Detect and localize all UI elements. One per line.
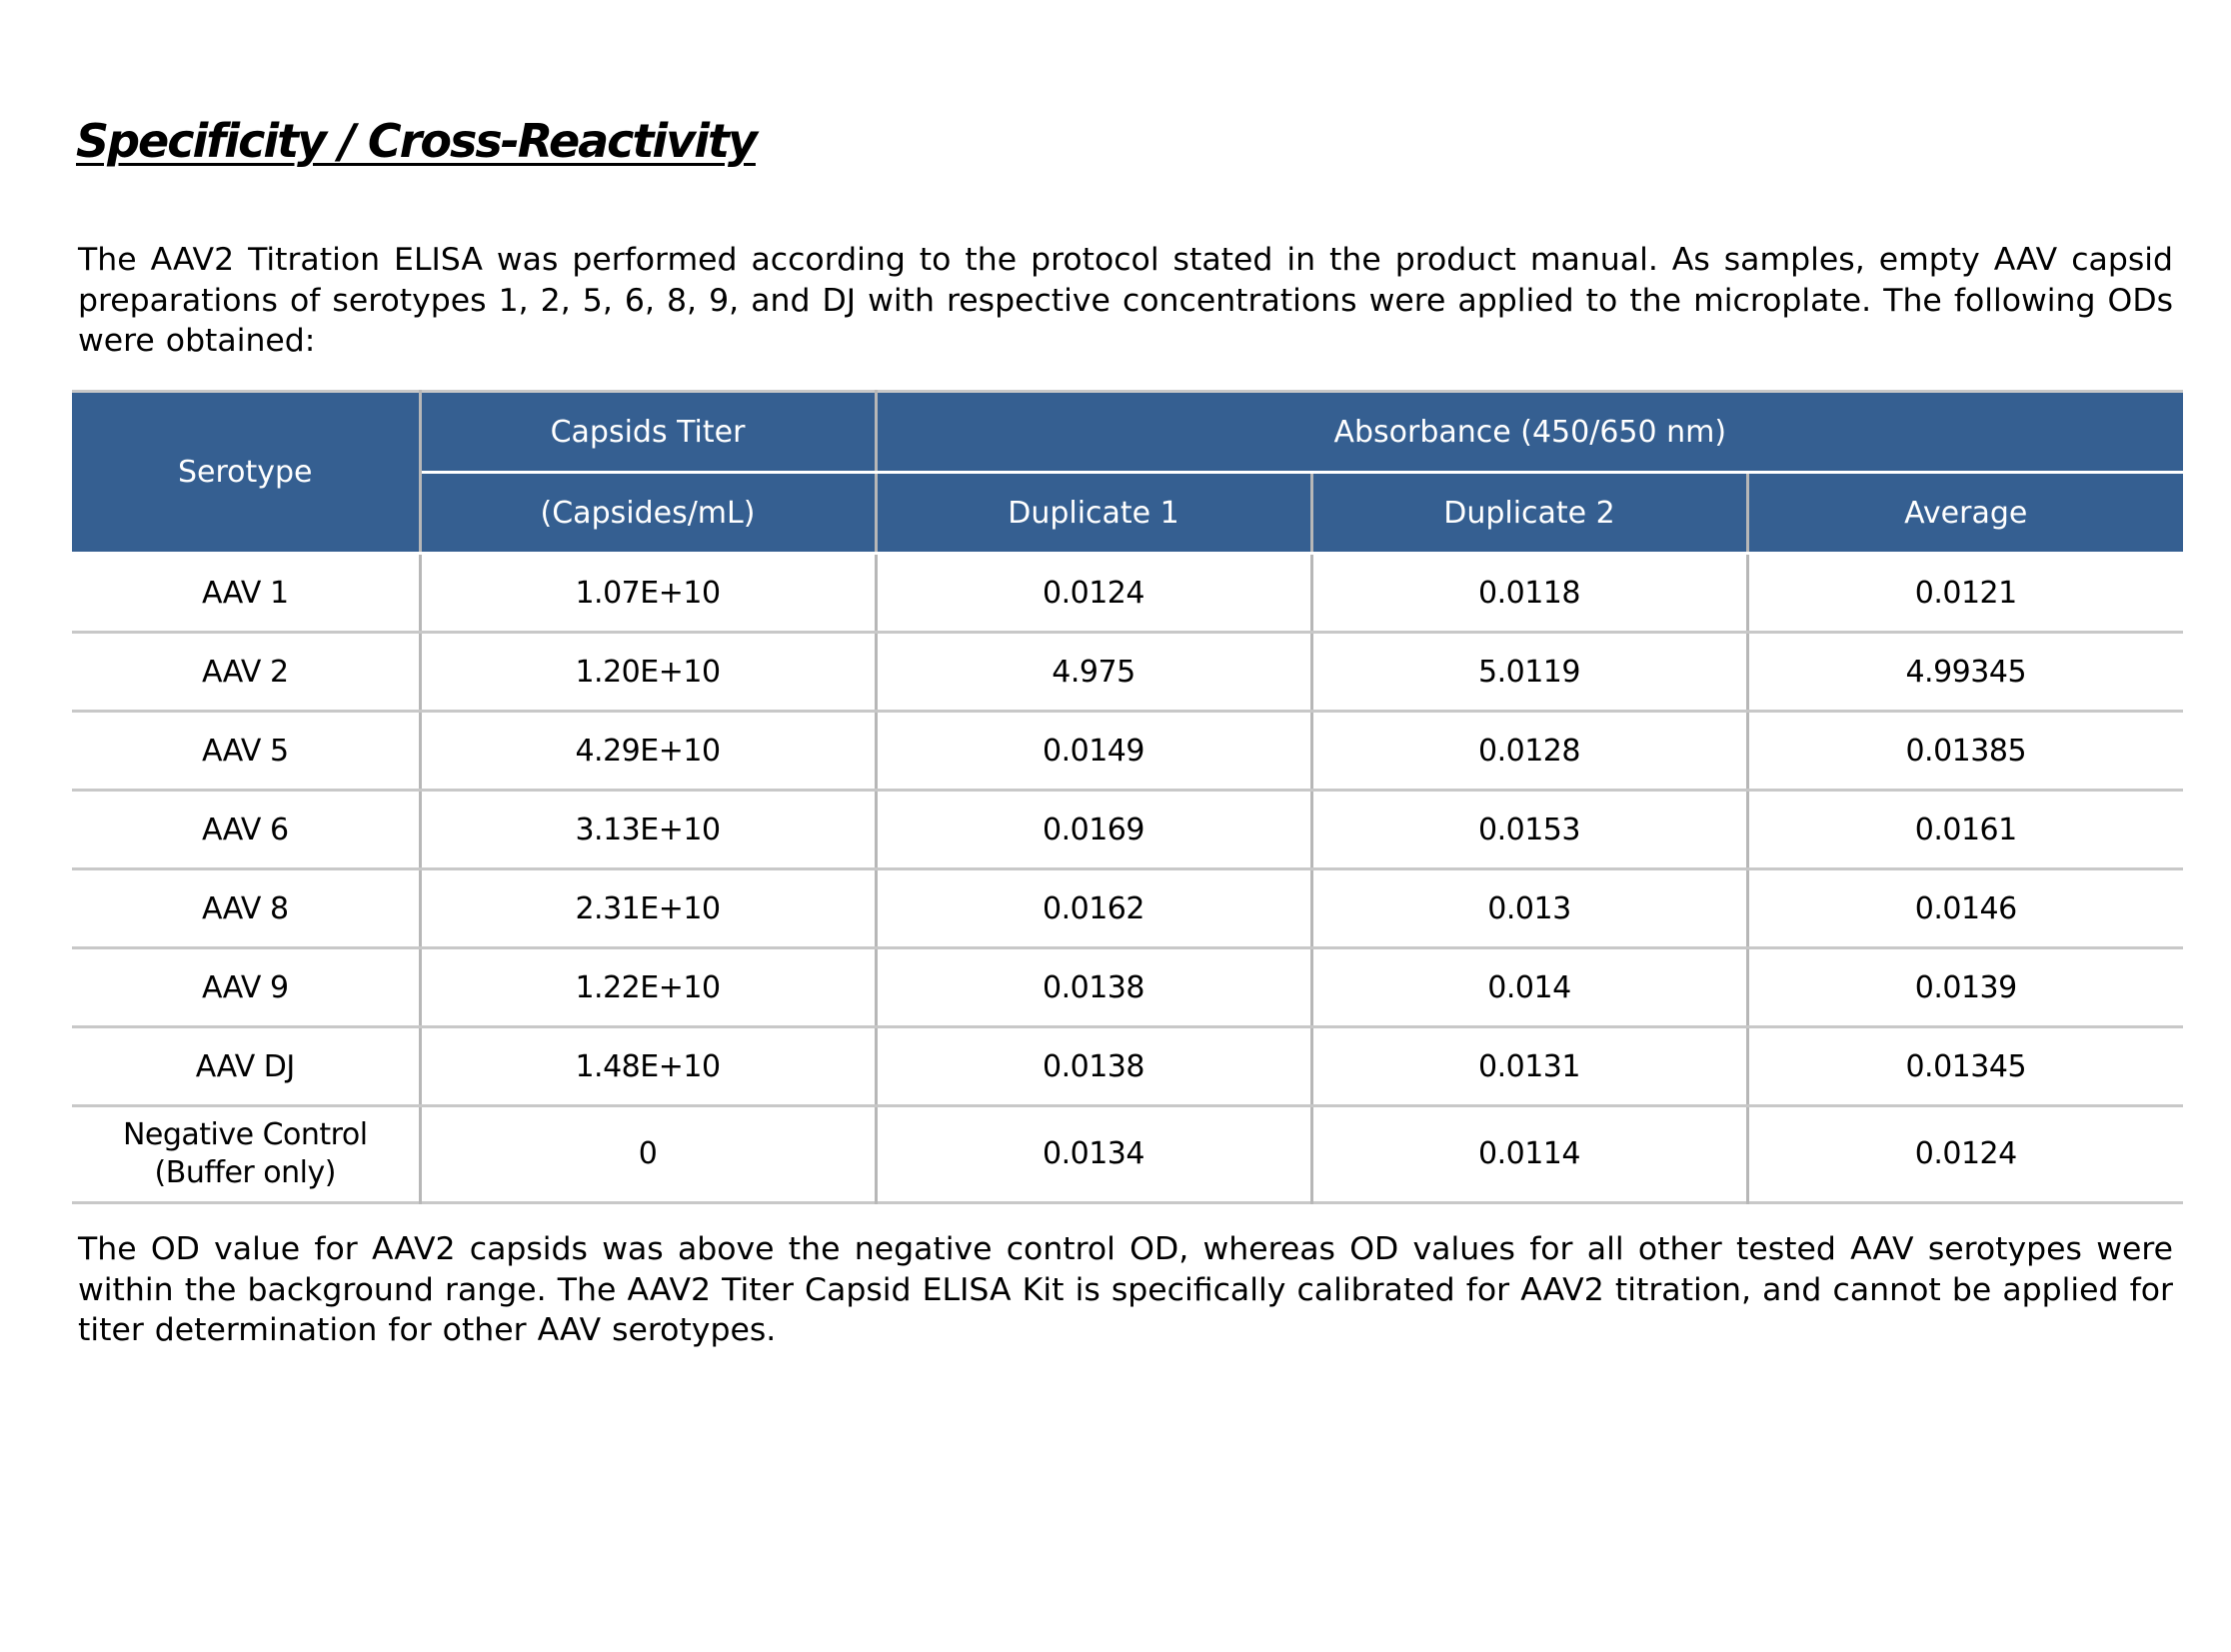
cell-average: 0.01345 bbox=[1747, 1027, 2183, 1106]
cell-duplicate-2: 0.0131 bbox=[1311, 1027, 1747, 1106]
header-capsids-unit: (Capsides/mL) bbox=[420, 473, 876, 554]
cell-duplicate-2: 0.0114 bbox=[1311, 1106, 1747, 1203]
cell-serotype: AAV 2 bbox=[72, 633, 420, 712]
table-row bbox=[72, 1027, 2183, 1106]
cell-duplicate-2: 5.0119 bbox=[1311, 633, 1747, 712]
cell-duplicate-2: 0.0128 bbox=[1311, 712, 1747, 791]
cell-serotype: AAV 9 bbox=[72, 948, 420, 1027]
results-table bbox=[72, 390, 2183, 1204]
cell-serotype: AAV DJ bbox=[72, 1027, 420, 1106]
cell-serotype: AAV 5 bbox=[72, 712, 420, 791]
cell-average: 0.0121 bbox=[1747, 554, 2183, 633]
cell-serotype: AAV 8 bbox=[72, 869, 420, 948]
conclusion-paragraph: The OD value for AAV2 capsids was above the negative control OD, whereas OD values for all other tested AAV serotypes were within the background range. The AAV2 Titer Capsid ELISA Kit is specifically calibrated for AAV2 titration, and cannot be applied for titer determination for other AAV serotypes. bbox=[78, 1231, 2173, 1348]
header-duplicate-2: Duplicate 2 bbox=[1311, 473, 1747, 554]
header-serotype: Serotype bbox=[72, 392, 420, 554]
cell-duplicate-2: 0.014 bbox=[1311, 948, 1747, 1027]
cell-average: 0.0146 bbox=[1747, 869, 2183, 948]
table-header-row bbox=[72, 392, 2183, 473]
intro-paragraph: The AAV2 Titration ELISA was performed according to the protocol stated in the product manual. As samples, empty AAV capsid preparations of serotypes 1, 2, 5, 6, 8, 9, and DJ with respective concentrations were applied to the microplate. The following ODs were obtained: bbox=[78, 242, 2173, 359]
cell-average: 0.01385 bbox=[1747, 712, 2183, 791]
cell-duplicate-1: 0.0149 bbox=[876, 712, 1311, 791]
cell-titer: 3.13E+10 bbox=[420, 791, 876, 869]
cell-titer: 1.22E+10 bbox=[420, 948, 876, 1027]
cell-average: 4.99345 bbox=[1747, 633, 2183, 712]
page-title: Specificity / Cross-Reactivity bbox=[76, 114, 756, 168]
table-row bbox=[72, 948, 2183, 1027]
table-row bbox=[72, 869, 2183, 948]
cell-serotype bbox=[72, 1106, 420, 1203]
header-duplicate-1: Duplicate 1 bbox=[876, 473, 1311, 554]
cell-titer: 0 bbox=[420, 1106, 876, 1203]
header-absorbance: Absorbance (450/650 nm) bbox=[876, 392, 2183, 473]
cell-duplicate-1: 0.0124 bbox=[876, 554, 1311, 633]
cell-duplicate-1: 0.0162 bbox=[876, 869, 1311, 948]
table-row bbox=[72, 554, 2183, 633]
table-row-negative-control bbox=[72, 1106, 2183, 1203]
header-capsids-titer: Capsids Titer bbox=[420, 392, 876, 473]
negative-control-label: Negative Control bbox=[122, 1117, 368, 1152]
cell-duplicate-2: 0.0118 bbox=[1311, 554, 1747, 633]
table-row bbox=[72, 791, 2183, 869]
cell-duplicate-1: 0.0134 bbox=[876, 1106, 1311, 1203]
cell-titer: 4.29E+10 bbox=[420, 712, 876, 791]
cell-titer: 1.07E+10 bbox=[420, 554, 876, 633]
header-average: Average bbox=[1747, 473, 2183, 554]
cell-duplicate-2: 0.013 bbox=[1311, 869, 1747, 948]
cell-duplicate-1: 0.0138 bbox=[876, 1027, 1311, 1106]
cell-average: 0.0124 bbox=[1747, 1106, 2183, 1203]
cell-duplicate-1: 0.0169 bbox=[876, 791, 1311, 869]
negative-control-sublabel: (Buffer only) bbox=[154, 1155, 336, 1190]
cell-titer: 1.48E+10 bbox=[420, 1027, 876, 1106]
cell-average: 0.0139 bbox=[1747, 948, 2183, 1027]
cell-titer: 1.20E+10 bbox=[420, 633, 876, 712]
cell-duplicate-2: 0.0153 bbox=[1311, 791, 1747, 869]
cell-average: 0.0161 bbox=[1747, 791, 2183, 869]
cell-duplicate-1: 4.975 bbox=[876, 633, 1311, 712]
cell-serotype: AAV 1 bbox=[72, 554, 420, 633]
table-row bbox=[72, 633, 2183, 712]
cell-serotype: AAV 6 bbox=[72, 791, 420, 869]
cell-duplicate-1: 0.0138 bbox=[876, 948, 1311, 1027]
cell-titer: 2.31E+10 bbox=[420, 869, 876, 948]
table-row bbox=[72, 712, 2183, 791]
